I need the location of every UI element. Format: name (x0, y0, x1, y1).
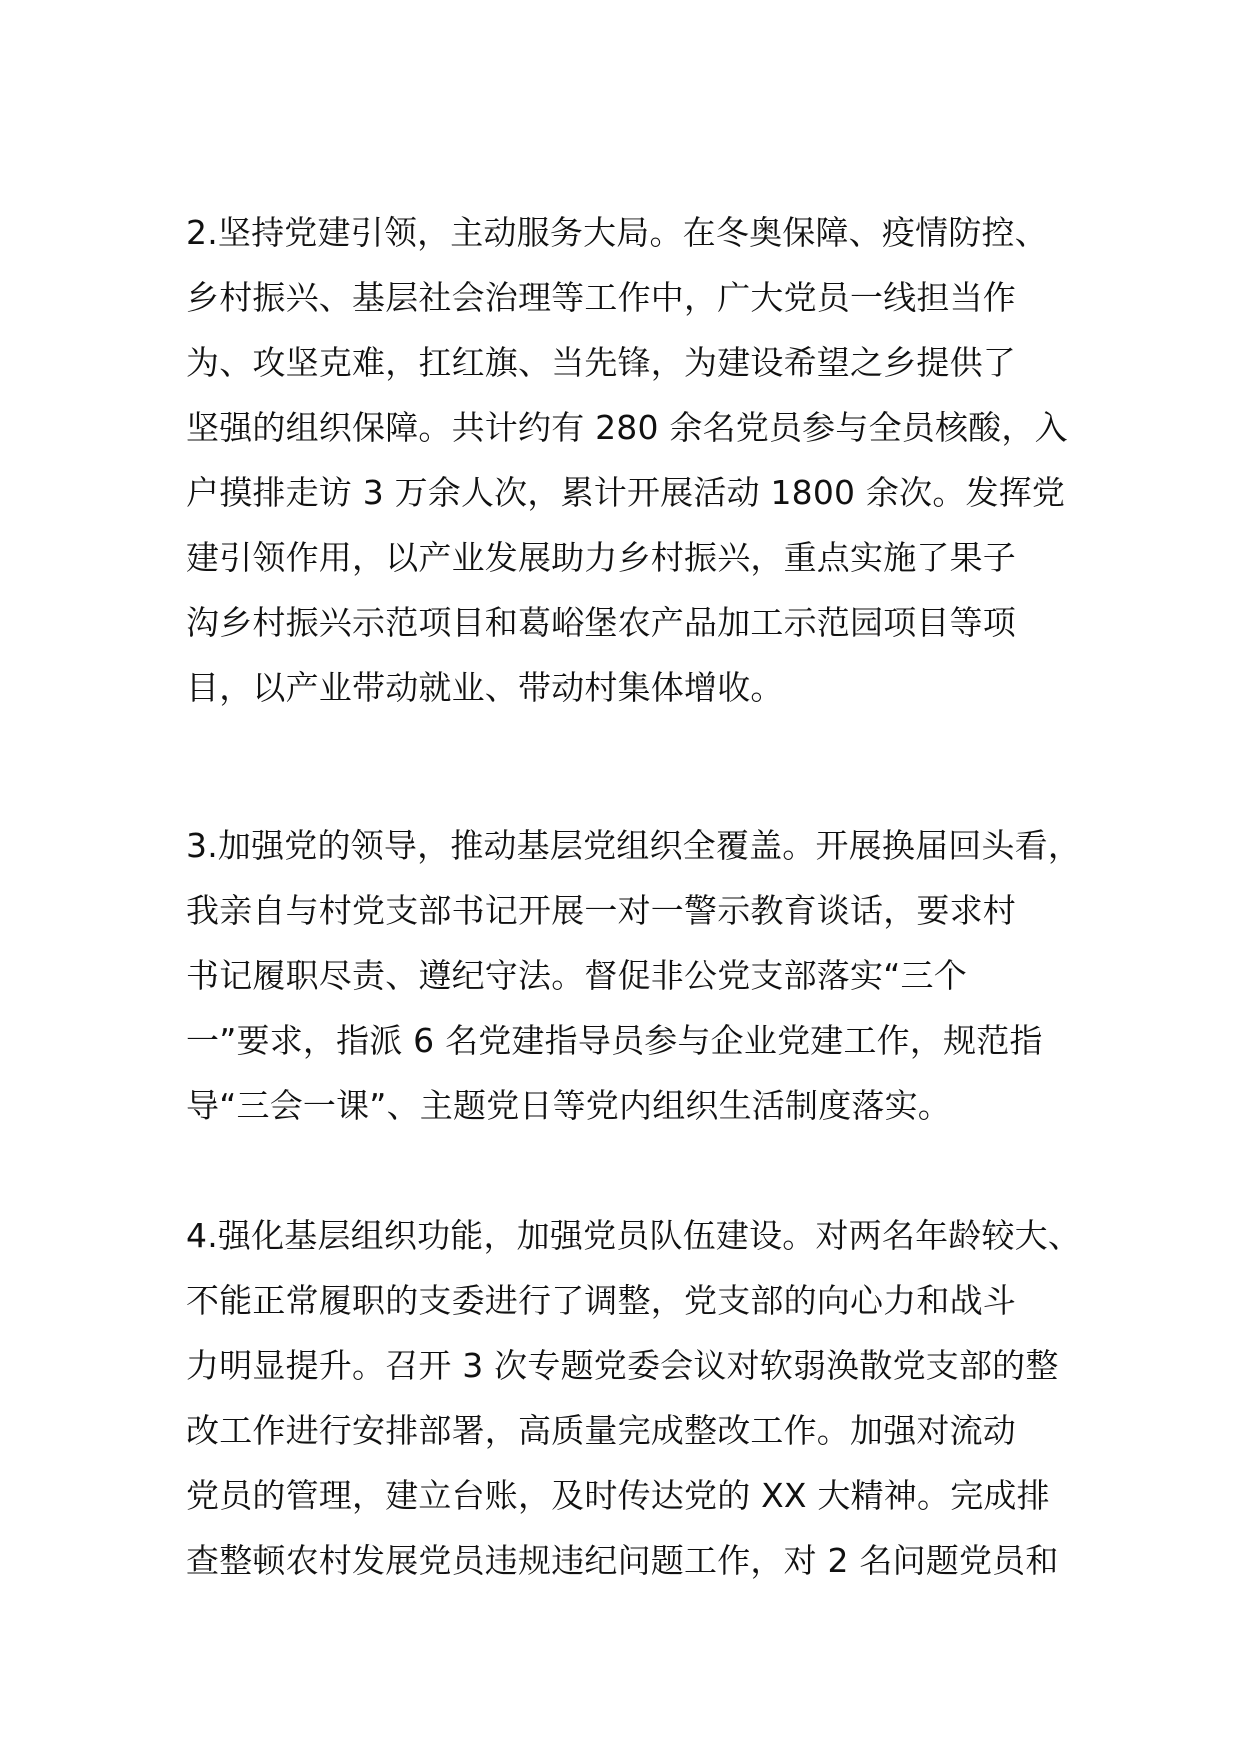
text-line: 坚强的组织保障。共计约有 280 余名党员参与全员核酸，入 (186, 408, 1068, 447)
text-line: 书记履职尽责、遵纪守法。督促非公党支部落实“三个 (186, 956, 967, 995)
text-line: 为、攻坚克难，扛红旗、当先锋，为建设希望之乡提供了 (186, 343, 1016, 382)
text-line: 建引领作用，以产业发展助力乡村振兴，重点实施了果子 (186, 538, 1016, 577)
paragraph-party-building-leadership (186, 200, 1086, 720)
text-line: 不能正常履职的支委进行了调整，党支部的向心力和战斗 (186, 1281, 1016, 1320)
text-line: 力明显提升。召开 3 次专题党委会议对软弱涣散党支部的整 (186, 1346, 1059, 1385)
text-line: 户摸排走访 3 万余人次，累计开展活动 1800 余次。发挥党 (186, 473, 1066, 512)
text-line: 4.强化基层组织功能，加强党员队伍建设。对两名年龄较大、 (186, 1216, 1082, 1255)
text-line: 查整顿农村发展党员违规违纪问题工作，对 2 名问题党员和 (186, 1541, 1059, 1580)
paragraph-grassroots-organization (186, 1203, 1086, 1593)
paragraph-party-leadership-coverage (186, 813, 1086, 1138)
text-line: 目，以产业带动就业、带动村集体增收。 (186, 668, 784, 707)
text-line: 一”要求，指派 6 名党建指导员参与企业党建工作，规范指 (186, 1021, 1043, 1060)
text-line: 党员的管理，建立台账，及时传达党的 XX 大精神。完成排 (186, 1476, 1050, 1515)
text-line: 乡村振兴、基层社会治理等工作中，广大党员一线担当作 (186, 278, 1016, 317)
text-line: 3.加强党的领导，推动基层党组织全覆盖。开展换届回头看， (186, 826, 1082, 865)
text-line: 沟乡村振兴示范项目和葛峪堡农产品加工示范园项目等项 (186, 603, 1016, 642)
text-line: 我亲自与村党支部书记开展一对一警示教育谈话，要求村 (186, 891, 1016, 930)
text-line: 导“三会一课”、主题党日等党内组织生活制度落实。 (186, 1086, 951, 1125)
text-line: 改工作进行安排部署，高质量完成整改工作。加强对流动 (186, 1411, 1016, 1450)
text-line: 2.坚持党建引领，主动服务大局。在冬奥保障、疫情防控、 (186, 213, 1048, 252)
